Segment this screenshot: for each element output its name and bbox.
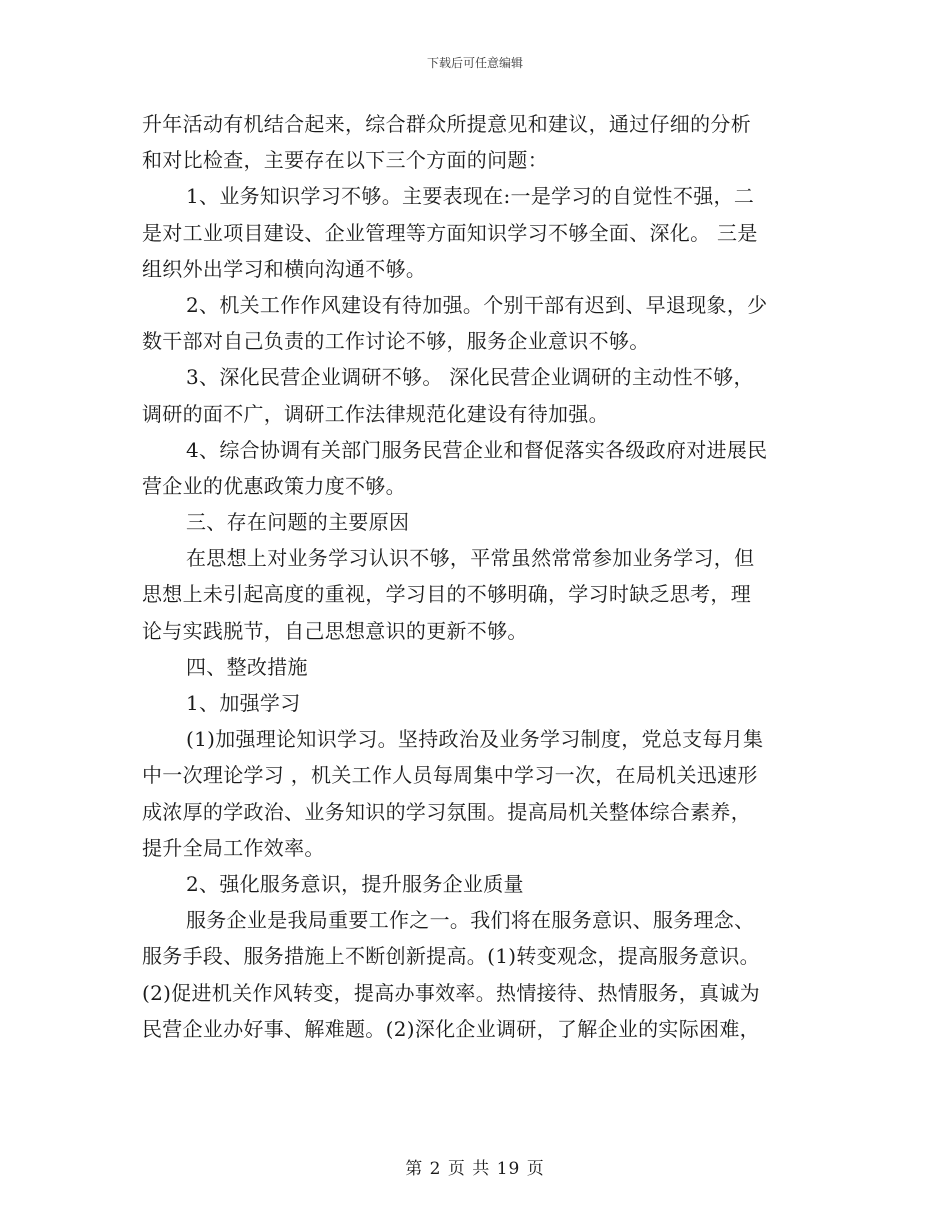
text-line: 营企业的优惠政策力度不够。 [142, 473, 406, 498]
text-line: 2、机关工作作风建设有待加强。个别干部有迟到、早退现象，少 [186, 292, 768, 317]
text-line: 4、综合协调有关部门服务民营企业和督促落实各级政府对进展民 [186, 437, 768, 462]
page-number: 第 2 页 共 19 页 [405, 1159, 545, 1179]
text-line: 调研的面不广，调研工作法律规范化建设有待加强。 [142, 401, 609, 426]
text-line: 1、业务知识学习不够。主要表现在:一是学习的自觉性不强，二 [186, 184, 755, 209]
section-heading: 四、整改措施 [186, 654, 308, 679]
text-line: (1)加强理论知识学习。坚持政治及业务学习制度，党总支每月集 [186, 727, 764, 752]
text-line: 升年活动有机结合起来，综合群众所提意见和建议，通过仔细的分析 [142, 112, 751, 136]
text-line: 服务手段、服务措施上不断创新提高。(1)转变观念，提高服务意识。 [142, 944, 760, 969]
text-line: 思想上未引起高度的重视，学习目的不够明确，学习时缺乏思考，理 [142, 582, 751, 607]
text-line: 和对比检查，主要存在以下三个方面的问题： [142, 148, 548, 173]
document-body [142, 106, 808, 1047]
text-line: 是对工业项目建设、企业管理等方面知识学习不够全面、深化。 三是 [142, 220, 758, 245]
header-note: 下载后可任意编辑 [426, 56, 523, 70]
text-line: (2)促进机关作风转变，提高办事效率。热情接待、热情服务，真诚为 [142, 980, 760, 1005]
text-line: 数干部对自己负责的工作讨论不够，服务企业意识不够。 [142, 329, 650, 354]
text-line: 组织外出学习和横向沟通不够。 [142, 256, 427, 281]
text-line: 论与实践脱节，自己思想意识的更新不够。 [142, 618, 528, 643]
text-line: 民营企业办好事、解难题。(2)深化企业调研，了解企业的实际困难， [142, 1016, 760, 1041]
subsection-heading: 1、加强学习 [186, 691, 301, 715]
text-line: 3、深化民营企业调研不够。 深化民营企业调研的主动性不够， [186, 365, 754, 390]
text-line: 服务企业是我局重要工作之一。我们将在服务意识、服务理念、 [186, 908, 755, 933]
text-line: 在思想上对业务学习认识不够，平常虽然常常参加业务学习，但 [186, 546, 755, 571]
text-line: 中一次理论学习 ，机关工作人员每周集中学习一次，在局机关迅速形 [142, 763, 758, 788]
section-heading: 三、存在问题的主要原因 [186, 510, 410, 535]
text-line: 提升全局工作效率。 [142, 835, 325, 860]
subsection-heading: 2、强化服务意识，提升服务企业质量 [186, 871, 524, 896]
text-line: 成浓厚的学政治、业务知识的学习氛围。提高局机关整体综合素养， [142, 799, 751, 824]
